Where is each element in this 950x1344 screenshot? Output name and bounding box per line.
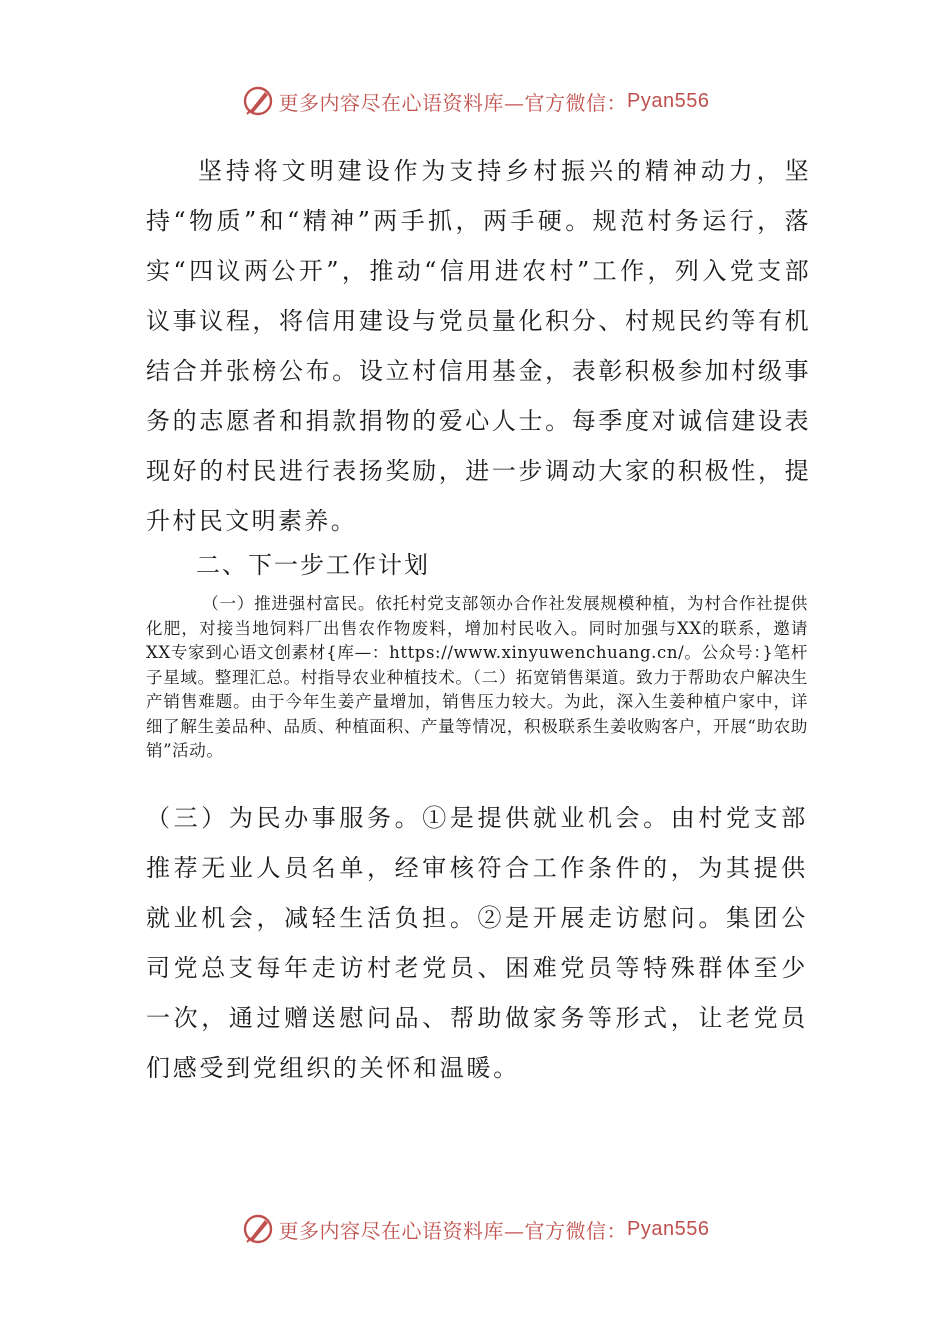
section-heading-next-plan: 二、下一步工作计划 bbox=[196, 551, 430, 579]
paragraph-civilization: 坚持将文明建设作为支持乡村振兴的精神动力，坚持“物质”和“精神”两手抓，两手硬。规范村务运行，落实“四议两公开”，推动“信用进农村”工作，列入党支部议事议程，将信用建设与党员量化积分、村规民约等有机结合并张榜公布。设立村信用基金，表彰积极参加村级事务的志愿者和捐款捐物的爱心人士。每季度对诚信建设表现好的村民进行表扬奖励，进一步调动大家的积极性，提升村民文明素养。 bbox=[146, 157, 811, 535]
plan-items-text: （一）推进强村富民。依托村党支部领办合作社发展规模种植，为村合作社提供化肥，对接当地饲料厂出售农作物废料，增加村民收入。同时加强与XX的联系，邀请XX专家到心语文创素材{库—：https://www.xinyuwenchuang.cn/。公众号：}笔杆子星域。整理汇总。村指导农业种植技术。（二）拓宽销售渠道。致力于帮助农户解决生产销售难题。由于今年生姜产量增加，销售压力较大。为此，深入生姜种植户家中，详细了解生姜品种、品质、种植面积、产量等情况，积极联系生姜收购客户，开展“助农助销”活动。 bbox=[146, 594, 808, 760]
footer-watermark bbox=[0, 1212, 950, 1246]
paragraph-plan-items bbox=[146, 592, 808, 764]
watermark-wechat-id: Pyan556 bbox=[627, 1217, 710, 1240]
watermark-wechat-id: Pyan556 bbox=[627, 89, 710, 112]
header-watermark bbox=[0, 84, 950, 118]
watermark-text: 更多内容尽在心语资料库—官方微信： bbox=[278, 90, 628, 115]
pen-logo-icon bbox=[241, 1212, 275, 1246]
pen-logo-icon bbox=[241, 84, 275, 118]
watermark-text: 更多内容尽在心语资料库—官方微信： bbox=[278, 1218, 628, 1243]
paragraph-service: （三）为民办事服务。①是提供就业机会。由村党支部推荐无业人员名单，经审核符合工作条件的，为其提供就业机会，减轻生活负担。②是开展走访慰问。集团公司党总支每年走访村老党员、困难党员等特殊群体至少一次，通过赠送慰问品、帮助做家务等形式，让老党员们感受到党组织的关怀和温暖。 bbox=[146, 804, 808, 1082]
